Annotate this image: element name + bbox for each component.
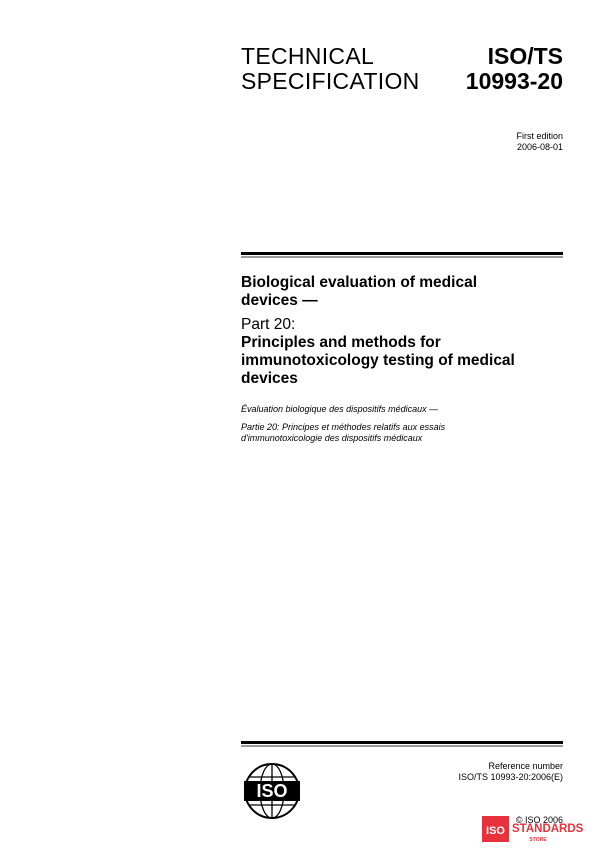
reference-label: Reference number [488, 761, 563, 771]
title-top-rule-shadow [241, 256, 563, 258]
edition-date: 2006-08-01 [516, 142, 563, 152]
document-type-line2: SPECIFICATION [241, 68, 420, 94]
french-main-title: Évaluation biologique des dispositifs médicaux — [241, 404, 439, 414]
footer-top-rule [241, 741, 563, 744]
french-part-line1: Partie 20: Principes et méthodes relatifs aux essais [241, 422, 446, 432]
part-title-line3: devices [241, 370, 298, 387]
french-title [241, 404, 563, 444]
reference-number [458, 761, 563, 783]
part-title-line1: Principles and methods for [241, 334, 441, 351]
main-title-line2: devices — [241, 292, 318, 309]
edition-label: First edition [516, 131, 563, 141]
iso-store-badge-icon [482, 814, 584, 844]
part-label: Part 20: [241, 316, 296, 333]
iso-logo-text: ISO [256, 781, 288, 801]
standard-identifier [466, 44, 563, 94]
document-type [241, 44, 420, 94]
document-type-line1: TECHNICAL [241, 43, 375, 69]
store-badge-sub: STORE [529, 837, 547, 843]
iso-logo-icon [243, 762, 301, 820]
edition-info [516, 131, 563, 153]
english-title [241, 274, 563, 388]
reference-value: ISO/TS 10993-20:2006(E) [458, 772, 563, 782]
standard-identifier-line2: 10993-20 [465, 68, 563, 94]
store-badge-main: STANDARDS [512, 823, 584, 835]
footer-top-rule-shadow [241, 745, 563, 747]
french-part-line2: d'immunotoxicologie des dispositifs médicaux [241, 433, 423, 443]
store-badge-iso: ISO [486, 825, 505, 837]
main-title-line1: Biological evaluation of medical [241, 274, 477, 291]
standard-identifier-line1: ISO/TS [487, 43, 563, 69]
title-top-rule [241, 252, 563, 255]
copyright: © ISO 2006 [515, 815, 563, 825]
part-title-line2: immunotoxicology testing of medical [241, 352, 515, 369]
